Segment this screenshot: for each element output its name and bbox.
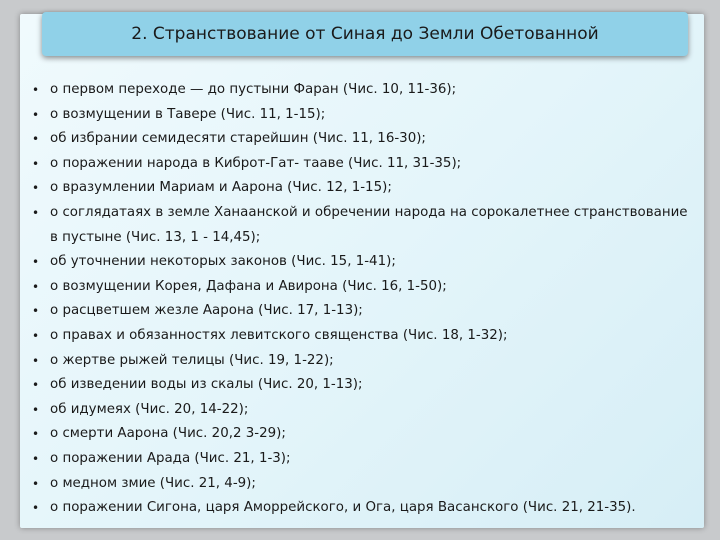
bullet-marker: • bbox=[32, 83, 40, 97]
list-item-text: о возмущении Корея, Дафана и Авирона (Чис. 16, 1-50); bbox=[50, 278, 447, 294]
list-item bbox=[30, 103, 698, 128]
bullet-marker: • bbox=[32, 476, 40, 491]
list-item bbox=[30, 324, 698, 349]
bullet-marker: • bbox=[32, 378, 40, 393]
list-item bbox=[30, 299, 698, 324]
list-item-text: о смерти Аарона (Чис. 20,2 3-29); bbox=[50, 426, 286, 442]
bullet-marker: • bbox=[32, 107, 40, 122]
list-item bbox=[30, 275, 698, 300]
bullet-marker: • bbox=[32, 181, 40, 196]
list-item-text: об избрании семидесяти старейшин (Чис. 11, 16-30); bbox=[50, 131, 426, 147]
bullet-marker: • bbox=[32, 132, 40, 147]
bullet-marker: • bbox=[32, 304, 40, 319]
list-item bbox=[30, 78, 698, 103]
bullet-marker: • bbox=[32, 205, 40, 220]
bullet-marker: • bbox=[32, 501, 40, 516]
list-item bbox=[30, 152, 698, 177]
list-item-text: о медном змие (Чис. 21, 4-9); bbox=[50, 475, 256, 491]
list-item bbox=[30, 349, 698, 374]
bullet-marker: • bbox=[32, 451, 40, 466]
bullet-marker: • bbox=[32, 279, 40, 294]
list-item bbox=[30, 373, 698, 398]
list-item-text: о вразумлении Мариам и Аарона (Чис. 12, 1-15); bbox=[50, 180, 392, 196]
bullet-marker: • bbox=[32, 255, 40, 270]
list-item bbox=[30, 398, 698, 423]
bullet-marker: • bbox=[32, 156, 40, 171]
list-item-text: о расцветшем жезле Аарона (Чис. 17, 1-13); bbox=[50, 303, 363, 319]
list-item bbox=[30, 447, 698, 472]
list-item bbox=[30, 472, 698, 497]
list-item-text: о соглядатаях в земле Ханаанской и обречении народа на сорокалетнее странствование в пустыне (Чис. 13, 1 - 14,45); bbox=[50, 204, 688, 245]
list-item-text: о возмущении в Тавере (Чис. 11, 1-15); bbox=[50, 106, 326, 122]
bullet-marker: • bbox=[32, 328, 40, 343]
title-bar bbox=[42, 12, 688, 56]
list-item bbox=[30, 176, 698, 201]
bullet-marker: • bbox=[32, 353, 40, 368]
list-item-text: о первом переходе — до пустыни Фаран (Чис. 10, 11-36); bbox=[50, 82, 457, 97]
list-item-text: о поражении народа в Киброт-Гат- тааве (Чис. 11, 31-35); bbox=[50, 155, 462, 171]
list-item-text: о жертве рыжей телицы (Чис. 19, 1-22); bbox=[50, 352, 334, 368]
list-item bbox=[30, 127, 698, 152]
list-item-text: о поражении Сигона, царя Аморрейского, и Ога, царя Васанского (Чис. 21, 21-35). bbox=[50, 500, 636, 516]
bullet-marker: • bbox=[32, 402, 40, 417]
list-item-text: о поражении Арада (Чис. 21, 1-3); bbox=[50, 450, 291, 466]
list-item-text: об идумеях (Чис. 20, 14-22); bbox=[50, 401, 249, 417]
list-item bbox=[30, 422, 698, 447]
list-item-text: об изведении воды из скалы (Чис. 20, 1-13); bbox=[50, 377, 363, 393]
bullet-list bbox=[30, 78, 698, 521]
list-item-text: о правах и обязанностях левитского священства (Чис. 18, 1-32); bbox=[50, 327, 508, 343]
list-item-text: об уточнении некоторых законов (Чис. 15, 1-41); bbox=[50, 254, 396, 270]
list-item bbox=[30, 250, 698, 275]
slide-title: 2. Странствование от Синая до Земли Обетованной bbox=[131, 24, 599, 44]
list-item bbox=[30, 496, 698, 521]
list-item bbox=[30, 201, 690, 250]
bullet-marker: • bbox=[32, 427, 40, 442]
